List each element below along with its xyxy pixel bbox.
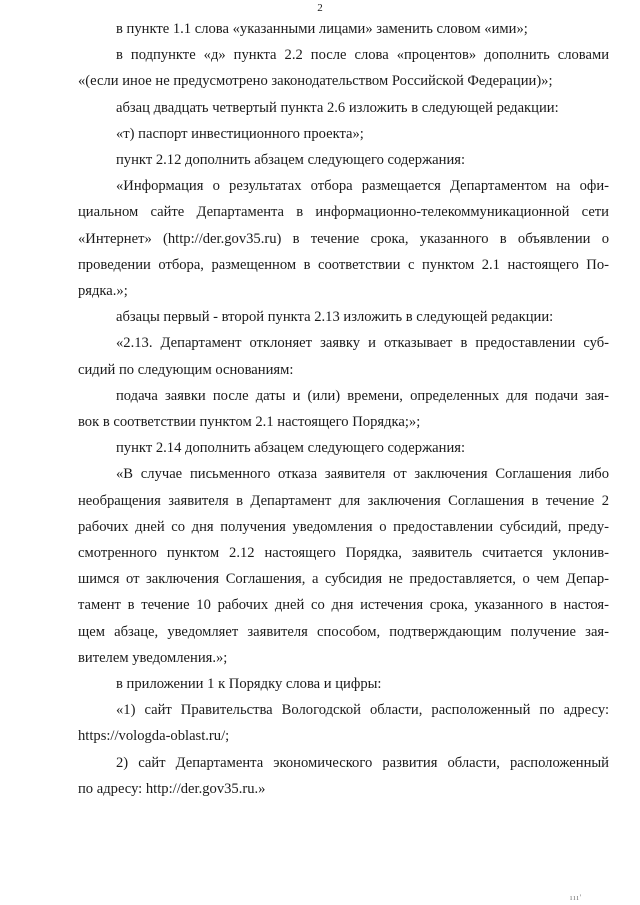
text-line: в пункте 1.1 слова «указанными лицами» заменить словом «ими»; xyxy=(116,21,528,37)
text-line: абзацы первый - второй пункта 2.13 изложить в следующей редакции: xyxy=(116,309,554,326)
text-line: вителем уведомления.»; xyxy=(78,649,228,666)
text-line: вок в соответствии пунктом 2.1 настоящего Порядка;»; xyxy=(78,414,421,431)
text-line: тамент в течение 10 рабочих дней со дня истечения срока, указанного в настоя- xyxy=(78,597,609,614)
text-line: «Информация о результатах отбора размещается Департаментом на офи- xyxy=(116,178,609,195)
text-line: необращения заявителя в Департамент для заключения Соглашения в течение 2 xyxy=(78,492,609,509)
text-line: подача заявки после даты и (или) времени, определенных для подачи зая- xyxy=(116,387,609,404)
scan-artifact: ııı' xyxy=(570,893,583,902)
text-line: «2.13. Департамент отклоняет заявку и отказывает в предоставлении суб- xyxy=(116,335,609,352)
page-number: 2 xyxy=(317,2,323,14)
text-line: в подпункте «д» пункта 2.2 после слова «процентов» дополнить словами xyxy=(116,47,609,64)
text-line: пункт 2.14 дополнить абзацем следующего содержания: xyxy=(116,440,466,457)
document-body xyxy=(78,16,609,802)
text-line: «Интернет» (http://der.gov35.ru) в течение срока, указанного в объявлении о xyxy=(78,230,609,247)
text-line: 2) сайт Департамента экономического развития области, расположенный xyxy=(116,754,609,771)
text-line: щем абзаце, уведомляет заявителя способом, подтверждающим получение зая- xyxy=(78,623,609,640)
text-line: рядка.»; xyxy=(78,283,128,300)
text-line: https://vologda-oblast.ru/; xyxy=(78,728,230,745)
text-line: шимся от заключения Соглашения, а субсидия не предоставляется, о чем Депар- xyxy=(78,571,609,588)
text-line: в приложении 1 к Порядку слова и цифры: xyxy=(116,676,382,693)
text-line: смотренного пунктом 2.12 настоящего Порядка, заявитель считается уклонив- xyxy=(78,545,609,562)
text-line: «(если иное не предусмотрено законодательством Российской Федерации)»; xyxy=(78,73,553,90)
text-line: циальном сайте Департамента в информационно-телекоммуникационной сети xyxy=(78,204,609,221)
text-line: абзац двадцать четвертый пункта 2.6 изложить в следующей редакции: xyxy=(116,99,559,116)
text-line: пункт 2.12 дополнить абзацем следующего содержания: xyxy=(116,152,466,169)
text-line: по адресу: http://der.gov35.ru.» xyxy=(78,780,266,797)
text-line: проведении отбора, размещенном в соответствии с пунктом 2.1 настоящего По- xyxy=(78,256,609,273)
text-line: «1) сайт Правительства Вологодской области, расположенный по адресу: xyxy=(116,702,609,719)
text-line: сидий по следующим основаниям: xyxy=(78,361,294,378)
text-line: «В случае письменного отказа заявителя от заключения Соглашения либо xyxy=(116,466,609,483)
text-line: рабочих дней со дня получения уведомления о предоставлении субсидий, преду- xyxy=(78,518,609,535)
text-line: «т) паспорт инвестиционного проекта»; xyxy=(116,125,364,142)
